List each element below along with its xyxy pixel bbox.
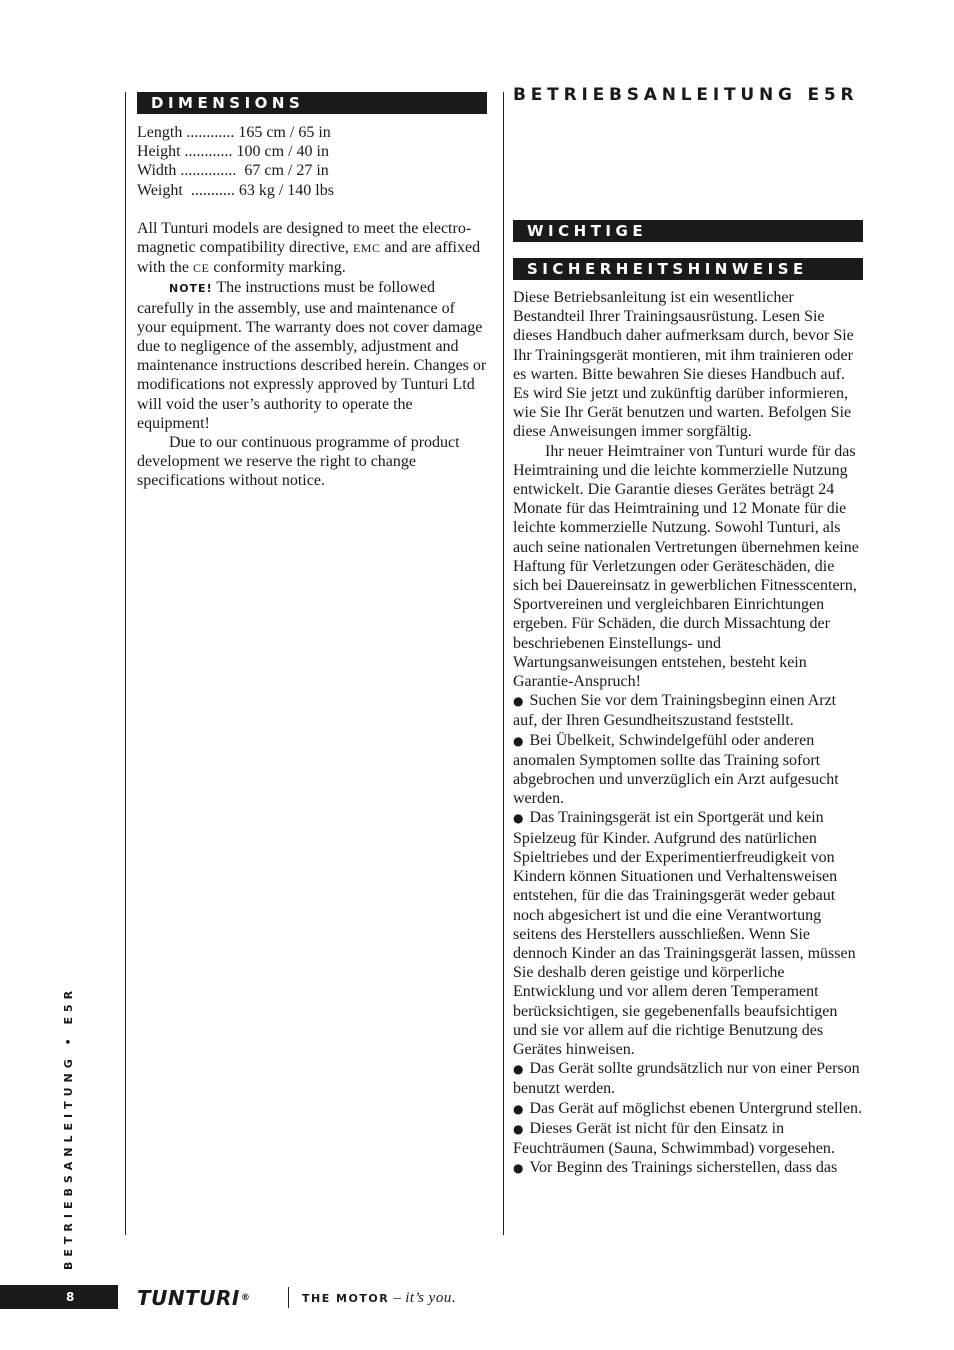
compliance-text-b: and are affixed with the: [137, 239, 481, 277]
bullet-item: [513, 731, 863, 809]
ce-mark: CE: [193, 261, 210, 276]
tagline-motor: THE MOTOR: [302, 1292, 390, 1305]
bullet-item: [513, 1158, 863, 1178]
spec-label: Length ............: [137, 124, 235, 141]
bullet-icon: ●: [513, 733, 524, 748]
bullet-item: [513, 691, 863, 730]
spec-value: 100 cm / 40 in: [236, 143, 329, 161]
safety-header-line-1: WICHTIGE: [513, 220, 863, 242]
tagline-dash: –: [393, 1290, 402, 1306]
footer-separator: [288, 1287, 289, 1308]
development-paragraph: Due to our continuous programme of product development we reserve the right to change specifications without notice.: [137, 434, 460, 490]
bullet-text: Das Gerät sollte grundsätzlich nur von einer Person benutzt werden.: [513, 1060, 860, 1098]
logo-text: TUNTURI: [137, 1286, 240, 1310]
note-text: The instructions must be followed carefully in the assembly, use and maintenance of your equipment. The warranty does not cover damage due to negligence of the assembly, adjustment and maintenance instructions described herein. Changes or modifications not expressly approved by Tunturi Ltd will void the user’s authority to operate the equipment!: [137, 279, 487, 432]
spec-row-length: [137, 123, 487, 142]
bullet-icon: ●: [513, 694, 524, 709]
spec-label: Weight ...........: [137, 181, 235, 199]
safety-section: [513, 220, 863, 1178]
bullet-text: Bei Übelkeit, Schwindelgefühl oder anderen anomalen Symptomen sollte das Training sofort abgebrochen und unverzüglich ein Arzt aufgesucht werden.: [513, 731, 839, 808]
bullet-icon: ●: [513, 1062, 524, 1077]
bullet-item: [513, 1099, 863, 1119]
bullet-text: Das Gerät auf möglichst ebenen Untergrund stellen.: [529, 1099, 862, 1117]
compliance-text-a: All Tunturi models are designed to meet the electro-magnetic compatibility directive,: [137, 219, 472, 257]
note-paragraph: [137, 278, 487, 433]
intro-paragraph: Diese Betriebsanleitung ist ein wesentlicher Bestandteil Ihrer Trainingsausrüstung. Lesen Sie dieses Handbuch daher aufmerksam durch, bevor Sie Ihr Trainingsgerät montieren, mit ihm trainieren oder es warten. Bitte bewahren Sie dieses Handbuch auf. Es wird Sie jetzt und zukünftig darüber informieren, wie Sie Ihr Gerät benutzen und warten. Befolgen Sie diese Anweisungen immer sorgfältig.: [513, 289, 854, 441]
bullet-icon: ●: [513, 1101, 524, 1116]
spec-row-weight: [137, 181, 487, 200]
left-margin-line: [125, 92, 126, 1235]
bullet-text: Suchen Sie vor dem Trainingsbeginn einen Arzt auf, der Ihren Gesundheitszustand feststellt.: [513, 692, 837, 730]
bullet-icon: ●: [513, 1121, 524, 1136]
bullet-item: [513, 1059, 863, 1098]
spec-value: 67 cm / 27 in: [240, 162, 329, 180]
bullet-text: Vor Beginn des Trainings sicherstellen, dass das: [529, 1159, 838, 1177]
note-label: NOTE!: [169, 282, 213, 296]
bullet-icon: ●: [513, 811, 524, 826]
column-divider-line: [503, 92, 504, 1235]
compliance-text-c: conformity marking.: [213, 259, 346, 277]
dimensions-header: DIMENSIONS: [137, 92, 487, 114]
side-running-title: BETRIEBSANLEITUNG • E5R: [62, 985, 75, 1270]
bullet-text: Dieses Gerät ist nicht für den Einsatz in Feuchträumen (Sauna, Schwimmbad) vorgesehen.: [513, 1119, 835, 1157]
compliance-paragraph: [137, 219, 487, 279]
left-column: [137, 92, 487, 491]
bullet-item: [513, 808, 863, 1059]
tunturi-logo: [137, 1286, 250, 1310]
spec-value: 63 kg / 140 lbs: [238, 181, 334, 199]
bullet-text: Das Trainingsgerät ist ein Sportgerät und kein Spielzeug für Kinder. Aufgrund des natürlichen Spieltriebes und der Experimentierfreudigkeit von Kindern können Situationen und Verhaltensweisen entstehen, für die das Trainingsgerät weder gebaut noch abgesichert ist und die eine Verantwortung seitens des Herstellers ausschließen. Wenn Sie dennoch Kinder an das Trainingsgerät lassen, müssen Sie deshalb deren geistige und körperliche Entwicklung und vor allem deren Temperament berücksichtigen, sie gegebenenfalls beaufsichtigen und sie vor allem auf die richtige Benutzung des Gerätes hinweisen.: [513, 809, 856, 1058]
warranty-paragraph: Ihr neuer Heimtrainer von Tunturi wurde für das Heimtraining und die leichte kommerzielle Nutzung entwickelt. Die Garantie dieses Gerätes beträgt 24 Monate für das Heimtraining und 12 Monate für die leichte kommerzielle Nutzung. Sowohl Tunturi, als auch seine nationalen Vertretungen übernehmen keine Haftung für Verletzungen oder Geräteschäden, die sich bei Dauereinsatz in gewerblichen Fitnesscentern, Sportvereinen und vergleichbaren Einrichtungen ergeben. Für Schäden, die durch Missachtung der beschriebenen Einstellungs- und Wartungsanweisungen entstehen, besteht kein Garantie-Anspruch!: [513, 442, 859, 691]
document-title: BETRIEBSANLEITUNG E5R: [513, 85, 859, 105]
emc-mark: EMC: [352, 241, 381, 256]
registered-mark: ®: [240, 1293, 251, 1303]
bullet-item: [513, 1119, 863, 1158]
spec-label: Width ..............: [137, 162, 237, 180]
spec-label: Height ............: [137, 143, 233, 161]
right-column: [513, 86, 863, 105]
page-number: 8: [0, 1285, 118, 1309]
spec-row-width: [137, 161, 487, 180]
spec-list: [137, 123, 487, 200]
safety-text: [513, 288, 863, 1178]
tagline: [302, 1287, 456, 1310]
spec-value: 165 cm / 65 in: [238, 124, 331, 141]
safety-header-line-2: SICHERHEITSHINWEISE: [513, 258, 863, 280]
spec-row-height: [137, 142, 487, 161]
tagline-its-you: it’s you.: [405, 1290, 457, 1306]
bullet-icon: ●: [513, 1161, 524, 1176]
